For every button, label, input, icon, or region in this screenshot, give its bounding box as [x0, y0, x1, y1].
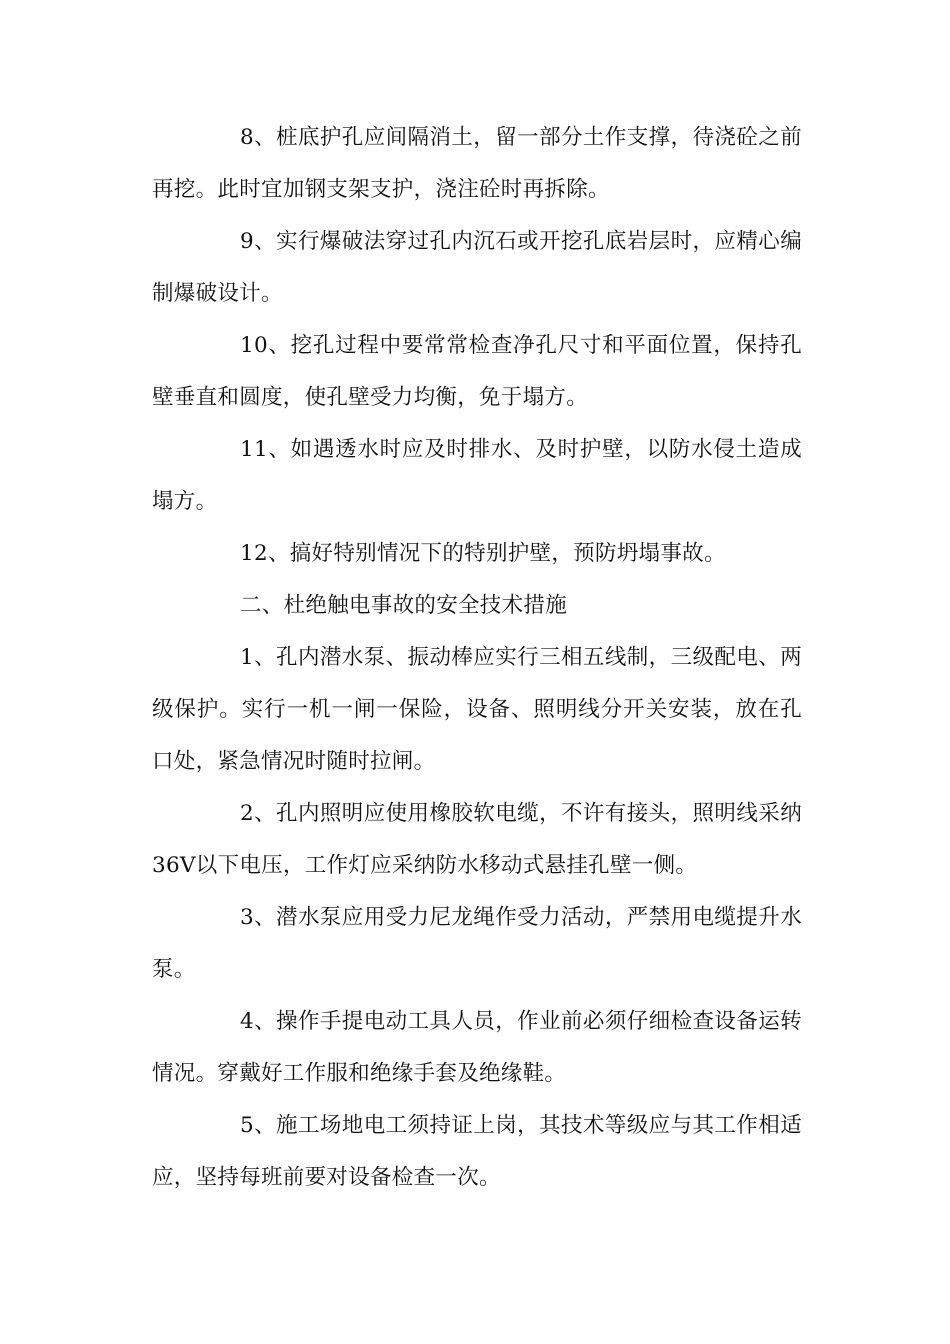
paragraph-item-9: 9、实行爆破法穿过孔内沉石或开挖孔底岩层时，应精心编制爆破设计。 — [152, 229, 802, 306]
paragraph-item-4: 4、操作手提电动工具人员，作业前必须仔细检查设备运转情况。穿戴好工作服和绝缘手套及绝缘鞋。 — [152, 1009, 802, 1086]
paragraph-item-11: 11、如遇透水时应及时排水、及时护壁，以防水侵土造成塌方。 — [152, 437, 802, 514]
paragraph-item-1: 1、孔内潜水泵、振动棒应实行三相五线制，三级配电、两级保护。实行一机一闸一保险，设备、照明线分开关安装，放在孔口处，紧急情况时随时拉闸。 — [152, 645, 802, 774]
paragraph-item-3: 3、潜水泵应用受力尼龙绳作受力活动，严禁用电缆提升水泵。 — [152, 905, 802, 982]
paragraph-item-2: 2、孔内照明应使用橡胶软电缆，不许有接头，照明线采纳36V以下电压，工作灯应采纳防水移动式悬挂孔壁一侧。 — [152, 801, 802, 878]
paragraph-item-10: 10、挖孔过程中要常常检查净孔尺寸和平面位置，保持孔壁垂直和圆度，使孔壁受力均衡，免于塌方。 — [152, 333, 802, 410]
paragraph-item-12: 12、搞好特别情况下的特别护壁，预防坍塌事故。 — [240, 541, 726, 566]
document-body — [152, 112, 802, 1204]
paragraph-item-5: 5、施工场地电工须持证上岗，其技术等级应与其工作相适应，坚持每班前要对设备检查一次。 — [152, 1113, 802, 1190]
paragraph-item-8: 8、桩底护孔应间隔消土，留一部分土作支撑，待浇砼之前再挖。此时宜加钢支架支护，浇注砼时再拆除。 — [152, 125, 802, 202]
section-heading-electric-safety: 二、杜绝触电事故的安全技术措施 — [240, 593, 568, 618]
